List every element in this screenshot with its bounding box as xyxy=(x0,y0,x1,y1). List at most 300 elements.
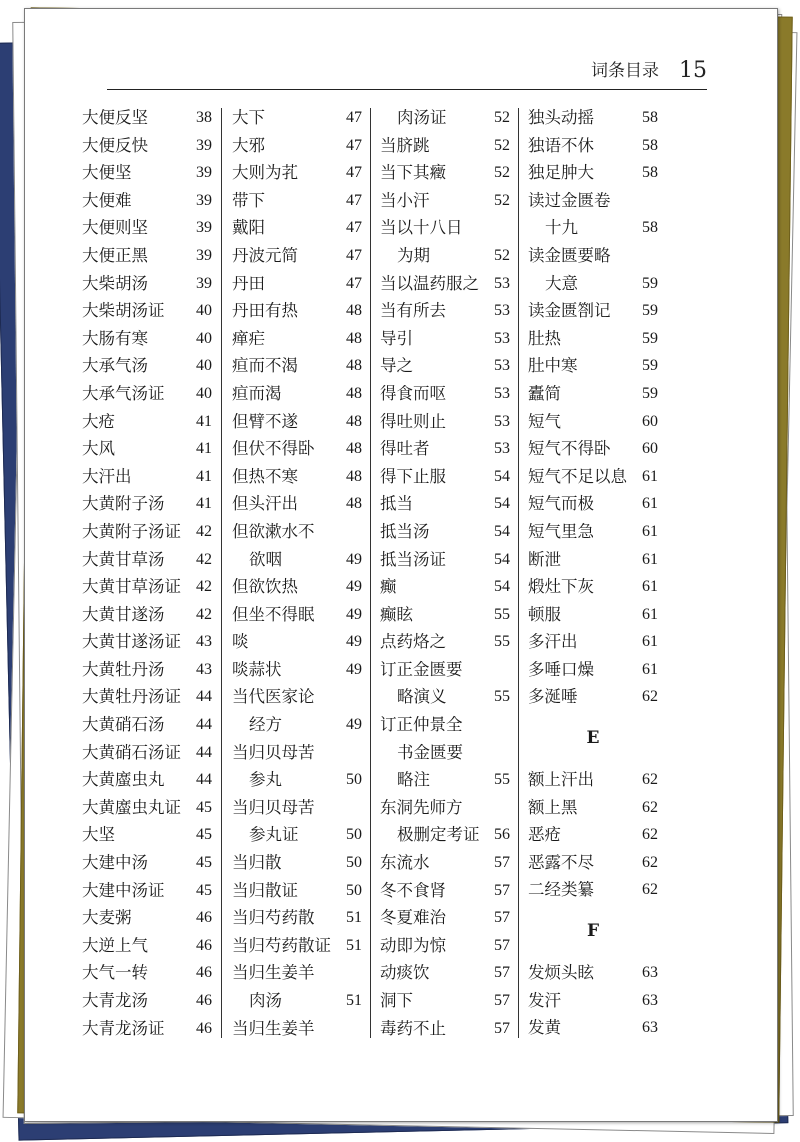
index-entry xyxy=(528,325,658,353)
index-entry xyxy=(380,656,510,684)
entry-term: 大汗出 xyxy=(82,466,132,486)
entry-page: 42 xyxy=(196,522,212,540)
entry-term: 得吐则止 xyxy=(380,411,446,431)
index-entry xyxy=(232,490,362,518)
index-entry xyxy=(82,656,212,684)
entry-page: 49 xyxy=(346,578,362,596)
entry-page: 48 xyxy=(346,412,362,430)
entry-term: 略演义 xyxy=(397,687,447,707)
entry-term: 动即为惊 xyxy=(380,935,446,955)
index-entry xyxy=(232,683,362,711)
entry-term: 癫眩 xyxy=(380,604,413,624)
entry-page: 54 xyxy=(494,522,510,540)
index-entry xyxy=(232,904,362,932)
entry-term: 大承气汤 xyxy=(82,356,148,376)
index-entry xyxy=(82,104,212,132)
entry-page: 42 xyxy=(196,605,212,623)
entry-page: 48 xyxy=(346,495,362,513)
index-entry xyxy=(528,408,658,436)
index-entry xyxy=(528,628,658,656)
entry-term: 读过金匮卷 xyxy=(528,190,611,210)
index-entry xyxy=(82,187,212,215)
entry-page: 50 xyxy=(346,826,362,844)
entry-term: 当小汗 xyxy=(380,190,430,210)
entry-term: 大麦粥 xyxy=(82,908,132,928)
index-entry xyxy=(528,849,658,877)
index-entry xyxy=(380,159,510,187)
entry-page: 61 xyxy=(642,467,658,485)
entry-term: 导引 xyxy=(380,328,413,348)
index-entry xyxy=(380,1015,510,1043)
entry-term: 大便反坚 xyxy=(82,108,148,127)
entry-page: 52 xyxy=(494,136,510,154)
index-entry xyxy=(528,1014,658,1042)
entry-page: 43 xyxy=(196,633,212,651)
entry-page: 59 xyxy=(642,384,658,402)
entry-page: 55 xyxy=(494,688,510,706)
entry-page: 50 xyxy=(346,854,362,872)
entry-term: 大黄甘遂汤证 xyxy=(82,632,181,652)
entry-term: 二经类纂 xyxy=(528,880,594,900)
entry-term: 大便反快 xyxy=(82,135,148,155)
entry-term: 大黄甘遂汤 xyxy=(82,604,165,624)
entry-term: 欲咽 xyxy=(249,549,282,569)
entry-term: 大便正黑 xyxy=(82,245,148,265)
entry-term: 当以十八日 xyxy=(380,218,463,238)
entry-page: 53 xyxy=(494,302,510,320)
entry-page: 63 xyxy=(642,964,658,982)
entry-page: 47 xyxy=(346,191,362,209)
entry-term: 断泄 xyxy=(528,549,561,569)
entry-term: 点药烙之 xyxy=(380,632,446,652)
entry-term: 大便则坚 xyxy=(82,218,148,238)
index-entry xyxy=(380,408,510,436)
entry-page: 63 xyxy=(642,991,658,1009)
index-entry xyxy=(380,104,510,132)
index-entry xyxy=(380,601,510,629)
entry-term: 疸而渴 xyxy=(232,383,282,403)
entry-term: 丹波元简 xyxy=(232,245,298,265)
entry-term: 肚中寒 xyxy=(528,356,578,376)
index-entry xyxy=(82,435,212,463)
index-entry xyxy=(82,242,212,270)
entry-term: 当代医家论 xyxy=(232,687,315,707)
index-entry xyxy=(232,601,362,629)
index-entry xyxy=(232,380,362,408)
index-entry xyxy=(232,132,362,160)
index-column-3 xyxy=(380,104,510,1042)
index-entry xyxy=(82,794,212,822)
entry-term: 读金匮劄记 xyxy=(528,301,611,321)
entry-term: 十九 xyxy=(545,218,578,238)
index-entry xyxy=(528,766,658,794)
entry-term: 当归生姜羊 xyxy=(232,963,315,983)
entry-term: 大风 xyxy=(82,439,115,459)
index-entry xyxy=(232,325,362,353)
index-entry xyxy=(528,242,658,270)
entry-page: 47 xyxy=(346,219,362,237)
entry-term: 当归贝母苦 xyxy=(232,742,315,762)
entry-term: 大承气汤证 xyxy=(82,383,165,403)
entry-page: 59 xyxy=(642,329,658,347)
index-entry xyxy=(528,132,658,160)
index-entry xyxy=(232,159,362,187)
entry-page: 54 xyxy=(494,467,510,485)
entry-page: 60 xyxy=(642,412,658,430)
index-entry xyxy=(380,380,510,408)
index-entry xyxy=(82,352,212,380)
entry-term: 为期 xyxy=(397,245,430,265)
index-entry xyxy=(380,297,510,325)
entry-term: 当归散证 xyxy=(232,880,298,900)
entry-page: 62 xyxy=(642,853,658,871)
index-entry xyxy=(82,270,212,298)
entry-page: 46 xyxy=(196,909,212,927)
entry-page: 50 xyxy=(346,881,362,899)
entry-page: 48 xyxy=(346,329,362,347)
entry-term: 短气不得卧 xyxy=(528,439,611,459)
index-entry xyxy=(528,987,658,1015)
entry-term: 当下其癥 xyxy=(380,163,446,183)
entry-page: 62 xyxy=(642,688,658,706)
index-entry xyxy=(82,739,212,767)
index-entry xyxy=(380,132,510,160)
index-entry xyxy=(232,104,362,132)
index-entry xyxy=(232,766,362,794)
entry-page: 40 xyxy=(196,302,212,320)
entry-page: 45 xyxy=(196,854,212,872)
index-entry xyxy=(380,628,510,656)
entry-page: 51 xyxy=(346,909,362,927)
entry-page: 51 xyxy=(346,992,362,1009)
entry-term: 短气 xyxy=(528,411,561,431)
entry-term: 得吐者 xyxy=(380,439,430,459)
entry-term: 参丸证 xyxy=(249,825,299,845)
index-entry xyxy=(528,601,658,629)
entry-page: 53 xyxy=(494,357,510,375)
index-entry xyxy=(232,794,362,822)
index-entry xyxy=(82,959,212,987)
entry-term: 短气而极 xyxy=(528,494,594,514)
index-entry xyxy=(380,849,510,877)
index-entry xyxy=(380,242,510,270)
entry-term: 大便难 xyxy=(82,190,132,210)
index-entry xyxy=(232,711,362,739)
index-column-4 xyxy=(528,104,658,1042)
entry-term: 大柴胡汤证 xyxy=(82,301,165,321)
entry-term: 但臂不遂 xyxy=(232,411,298,431)
entry-term: 额上汗出 xyxy=(528,770,594,790)
entry-term: 大黄甘草汤 xyxy=(82,549,165,569)
entry-page: 44 xyxy=(196,716,212,734)
index-entry xyxy=(528,352,658,380)
entry-page: 57 xyxy=(494,881,510,899)
entry-term: 大气一转 xyxy=(82,963,148,983)
entry-page: 41 xyxy=(196,412,212,430)
entry-term: 疸而不渴 xyxy=(232,356,298,376)
entry-page: 58 xyxy=(642,109,658,126)
entry-term: 当归芍药散证 xyxy=(232,935,331,955)
entry-term: 丹田 xyxy=(232,273,265,293)
entry-term: 肉汤证 xyxy=(397,108,447,127)
index-entry xyxy=(232,435,362,463)
index-entry xyxy=(528,380,658,408)
index-entry xyxy=(232,628,362,656)
index-entry xyxy=(232,932,362,960)
entry-page: 44 xyxy=(196,771,212,789)
entry-page: 61 xyxy=(642,578,658,596)
index-entry xyxy=(232,739,362,767)
entry-term: 独头动摇 xyxy=(528,108,594,127)
entry-page: 42 xyxy=(196,550,212,568)
index-entry xyxy=(232,546,362,574)
entry-page: 57 xyxy=(494,992,510,1009)
entry-page: 48 xyxy=(346,467,362,485)
index-entry xyxy=(82,683,212,711)
entry-page: 61 xyxy=(642,495,658,513)
entry-term: 大青龙汤 xyxy=(82,991,148,1010)
index-entry xyxy=(82,628,212,656)
entry-page: 48 xyxy=(346,357,362,375)
index-entry xyxy=(82,1015,212,1043)
entry-term: 顿服 xyxy=(528,604,561,624)
index-entry xyxy=(82,932,212,960)
entry-page: 54 xyxy=(494,550,510,568)
index-entry xyxy=(528,959,658,987)
entry-page: 61 xyxy=(642,605,658,623)
entry-page: 46 xyxy=(196,936,212,954)
entry-term: 略注 xyxy=(397,770,430,790)
index-entry xyxy=(232,214,362,242)
entry-page: 57 xyxy=(494,964,510,982)
entry-page: 48 xyxy=(346,384,362,402)
entry-term: 多汗出 xyxy=(528,632,578,652)
entry-page: 53 xyxy=(494,412,510,430)
index-entry xyxy=(82,766,212,794)
entry-term: 但头汗出 xyxy=(232,494,298,514)
index-entry xyxy=(380,904,510,932)
entry-term: 订正金匮要 xyxy=(380,659,463,679)
entry-page: 44 xyxy=(196,743,212,761)
page-header xyxy=(107,49,707,90)
entry-term: 大黄硝石汤 xyxy=(82,715,165,735)
entry-term: 极删定考证 xyxy=(397,825,480,845)
index-entry xyxy=(232,573,362,601)
entry-page: 52 xyxy=(494,164,510,182)
entry-term: 大柴胡汤 xyxy=(82,273,148,293)
entry-term: 抵当汤证 xyxy=(380,549,446,569)
entry-term: 但伏不得卧 xyxy=(232,439,315,459)
entry-term: 短气不足以息 xyxy=(528,466,627,486)
section-letter: E xyxy=(586,728,600,749)
entry-page: 47 xyxy=(346,109,362,126)
index-entry xyxy=(82,297,212,325)
index-entry xyxy=(528,187,658,215)
entry-term: 订正仲景全 xyxy=(380,715,463,735)
column-divider xyxy=(370,108,371,1038)
entry-page: 45 xyxy=(196,798,212,816)
entry-page: 42 xyxy=(196,578,212,596)
entry-term: 大青龙汤证 xyxy=(82,1018,165,1038)
index-entry xyxy=(380,683,510,711)
entry-page: 52 xyxy=(494,109,510,126)
entry-page: 61 xyxy=(642,633,658,651)
entry-page: 55 xyxy=(494,605,510,623)
entry-page: 57 xyxy=(494,936,510,954)
entry-term: 大意 xyxy=(545,273,578,293)
entry-page: 47 xyxy=(346,246,362,264)
entry-term: 恶疮 xyxy=(528,825,561,845)
entry-page: 49 xyxy=(346,716,362,734)
index-entry xyxy=(380,739,510,767)
entry-term: 大黄牡丹汤证 xyxy=(82,687,181,707)
entry-term: 大黄甘草汤证 xyxy=(82,577,181,597)
entry-page: 59 xyxy=(642,274,658,292)
entry-term: 抵当 xyxy=(380,494,413,514)
index-entry xyxy=(82,849,212,877)
entry-page: 51 xyxy=(346,936,362,954)
entry-page: 62 xyxy=(642,826,658,844)
index-entry xyxy=(380,463,510,491)
entry-page: 59 xyxy=(642,357,658,375)
entry-term: 洞下 xyxy=(380,991,413,1010)
entry-page: 61 xyxy=(642,660,658,678)
entry-page: 40 xyxy=(196,357,212,375)
entry-term: 参丸 xyxy=(249,770,282,790)
entry-term: 大黄附子汤 xyxy=(82,494,165,514)
index-entry xyxy=(528,573,658,601)
entry-term: 动痰饮 xyxy=(380,963,430,983)
index-entry xyxy=(232,352,362,380)
index-entry xyxy=(380,352,510,380)
entry-page: 38 xyxy=(196,109,212,126)
index-entry xyxy=(528,821,658,849)
entry-term: 大坚 xyxy=(82,825,115,845)
index-entry xyxy=(82,132,212,160)
entry-term: 多涎唾 xyxy=(528,687,578,707)
entry-term: 多唾口燥 xyxy=(528,659,594,679)
entry-term: 大便坚 xyxy=(82,163,132,183)
entry-term: 当归贝母苦 xyxy=(232,797,315,817)
index-entry xyxy=(528,435,658,463)
index-entry xyxy=(380,518,510,546)
index-entry xyxy=(380,187,510,215)
index-entry xyxy=(380,987,510,1015)
index-entry xyxy=(232,408,362,436)
index-entry xyxy=(232,849,362,877)
entry-page: 53 xyxy=(494,329,510,347)
index-entry xyxy=(82,877,212,905)
index-entry xyxy=(528,297,658,325)
index-entry xyxy=(528,104,658,132)
entry-term: 独足肿大 xyxy=(528,163,594,183)
entry-term: 抵当汤 xyxy=(380,521,430,541)
entry-page: 57 xyxy=(494,1019,510,1037)
entry-term: 大黄䗪虫丸证 xyxy=(82,797,181,817)
index-entry xyxy=(380,490,510,518)
index-entry xyxy=(528,270,658,298)
index-entry xyxy=(380,877,510,905)
entry-term: 当归散 xyxy=(232,853,282,873)
entry-term: 大肠有寒 xyxy=(82,328,148,348)
entry-term: 东流水 xyxy=(380,853,430,873)
entry-page: 48 xyxy=(346,440,362,458)
entry-term: 戴阳 xyxy=(232,218,265,238)
entry-page: 39 xyxy=(196,136,212,154)
index-entry xyxy=(232,242,362,270)
index-entry xyxy=(528,656,658,684)
entry-term: 发烦头眩 xyxy=(528,963,594,983)
entry-term: 恶露不尽 xyxy=(528,852,594,872)
entry-term: 导之 xyxy=(380,356,413,376)
entry-term: 冬夏难治 xyxy=(380,908,446,928)
entry-page: 45 xyxy=(196,881,212,899)
entry-term: 大建中汤证 xyxy=(82,880,165,900)
index-entry xyxy=(528,683,658,711)
entry-term: 蠹简 xyxy=(528,383,561,403)
entry-page: 53 xyxy=(494,384,510,402)
entry-page: 41 xyxy=(196,467,212,485)
index-entry xyxy=(232,1015,362,1043)
entry-term: 大黄䗪虫丸 xyxy=(82,770,165,790)
entry-page: 49 xyxy=(346,633,362,651)
index-entry xyxy=(82,904,212,932)
entry-term: 大建中汤 xyxy=(82,853,148,873)
entry-term: 冬不食肾 xyxy=(380,880,446,900)
entry-term: 大黄硝石汤证 xyxy=(82,742,181,762)
page-number: 15 xyxy=(679,58,707,83)
entry-page: 54 xyxy=(494,495,510,513)
index-entry xyxy=(82,821,212,849)
entry-page: 60 xyxy=(642,440,658,458)
entry-term: 啖 xyxy=(232,632,249,652)
entry-term: 肚热 xyxy=(528,328,561,348)
entry-term: 短气里急 xyxy=(528,521,594,541)
entry-page: 63 xyxy=(642,1019,658,1037)
index-entry xyxy=(380,711,510,739)
index-entry xyxy=(232,297,362,325)
entry-term: 大黄附子汤证 xyxy=(82,521,181,541)
index-entry xyxy=(380,270,510,298)
index-entry xyxy=(380,821,510,849)
entry-page: 50 xyxy=(346,771,362,789)
entry-page: 49 xyxy=(346,550,362,568)
entry-page: 41 xyxy=(196,440,212,458)
entry-term: 大疮 xyxy=(82,411,115,431)
entry-term: 东洞先师方 xyxy=(380,797,463,817)
section-letter: F xyxy=(586,921,600,942)
entry-term: 但坐不得眠 xyxy=(232,604,315,624)
entry-term: 癫 xyxy=(380,577,397,597)
entry-page: 47 xyxy=(346,136,362,154)
entry-term: 丹田有热 xyxy=(232,301,298,321)
index-entry xyxy=(82,546,212,574)
entry-term: 发汗 xyxy=(528,990,561,1010)
entry-page: 54 xyxy=(494,578,510,596)
index-entry xyxy=(380,214,510,242)
entry-page: 57 xyxy=(494,909,510,927)
entry-term: 但欲饮热 xyxy=(232,577,298,597)
index-entry xyxy=(82,325,212,353)
index-entry xyxy=(380,766,510,794)
entry-page: 39 xyxy=(196,191,212,209)
entry-page: 49 xyxy=(346,605,362,623)
entry-page: 46 xyxy=(196,964,212,982)
entry-page: 62 xyxy=(642,771,658,789)
entry-page: 47 xyxy=(346,274,362,292)
entry-term: 读金匮要略 xyxy=(528,245,611,265)
entry-page: 39 xyxy=(196,164,212,182)
